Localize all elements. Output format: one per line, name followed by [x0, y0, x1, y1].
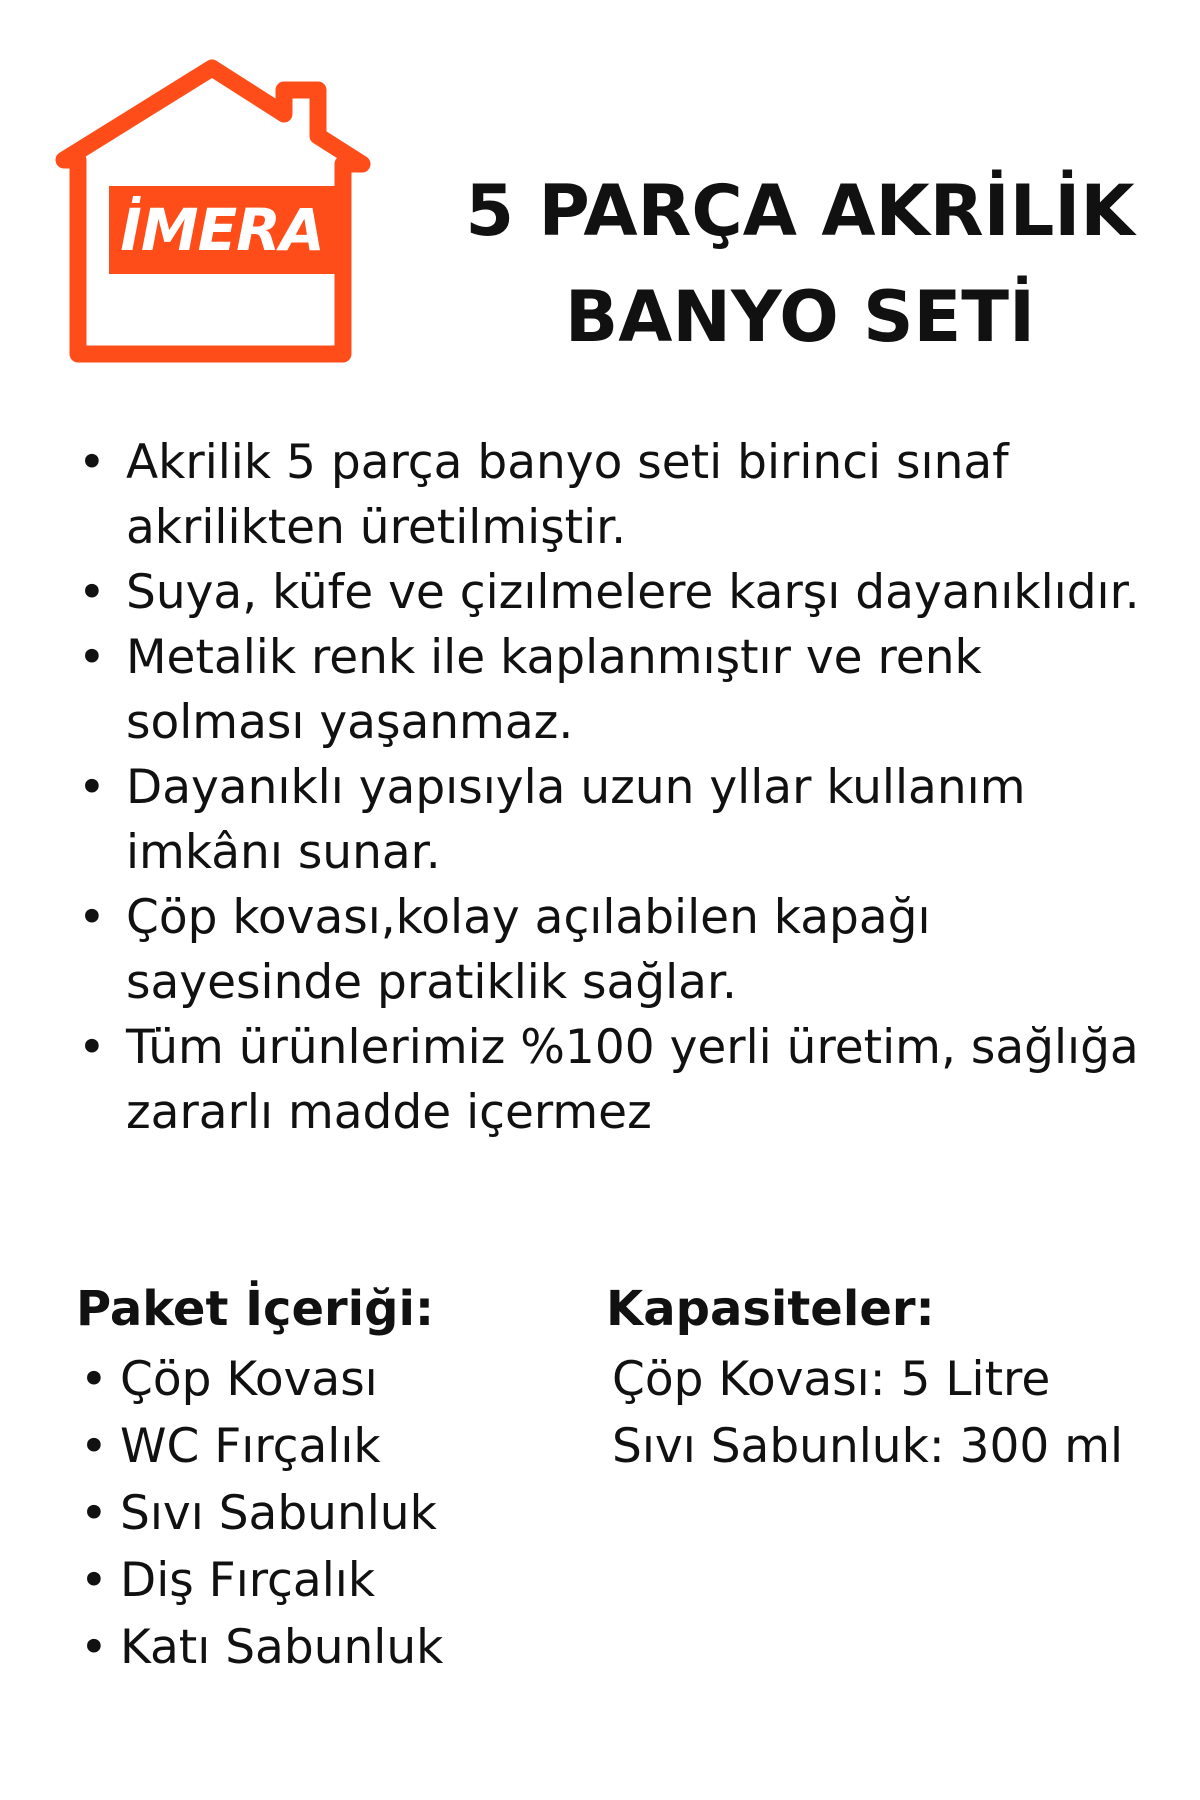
feature-item: [64, 885, 1164, 1015]
bullet-icon: •: [78, 760, 106, 815]
bullet-icon: •: [78, 890, 106, 945]
bullet-icon: •: [80, 1553, 108, 1608]
feature-item: [64, 625, 1164, 755]
feature-text: Dayanıklı yapısıyla uzun yllar kullanım imkânı sunar.: [126, 760, 1026, 880]
title-line-1: 5 PARÇA AKRİLİK: [465, 170, 1135, 252]
feature-text: Suya, küfe ve çizılmelere karşı dayanıklıdır.: [126, 565, 1140, 620]
capacity-line: Çöp Kovası: 5 Litre: [612, 1352, 1051, 1407]
feature-item: [64, 430, 1164, 560]
bullet-icon: •: [78, 565, 106, 620]
capacities-heading: Kapasiteler:: [606, 1281, 935, 1337]
package-heading: Paket İçeriği:: [76, 1281, 435, 1337]
feature-item: [64, 560, 1164, 625]
page-title: [420, 158, 1180, 370]
feature-text: Metalik renk ile kaplanmıştır ve renk solması yaşanmaz.: [126, 630, 982, 750]
bullet-icon: •: [78, 1020, 106, 1075]
feature-item: [64, 1015, 1164, 1145]
feature-item: [64, 755, 1164, 885]
bullet-icon: •: [80, 1486, 108, 1541]
package-item: [76, 1346, 576, 1413]
package-item-label: Katı Sabunluk: [120, 1620, 444, 1675]
package-contents: [76, 1276, 576, 1681]
bullet-icon: •: [80, 1352, 108, 1407]
logo-wordmark: İMERA: [120, 196, 324, 264]
capacity-line: Sıvı Sabunluk: 300 ml: [612, 1419, 1124, 1474]
imera-logo: [52, 52, 392, 372]
package-item: [76, 1413, 576, 1480]
package-item: [76, 1614, 576, 1681]
bullet-icon: •: [78, 630, 106, 685]
package-list: [76, 1346, 576, 1681]
package-item: [76, 1547, 576, 1614]
bullet-icon: •: [80, 1620, 108, 1675]
package-item-label: Diş Fırçalık: [120, 1553, 376, 1608]
package-item-label: Sıvı Sabunluk: [120, 1486, 437, 1541]
header: [0, 0, 1200, 390]
bullet-icon: •: [78, 435, 106, 490]
bullet-icon: •: [80, 1419, 108, 1474]
package-item-label: Çöp Kovası: [120, 1352, 378, 1407]
feature-text: Çöp kovası,kolay açılabilen kapağı sayesinde pratiklik sağlar.: [126, 890, 931, 1010]
package-item-label: WC Fırçalık: [120, 1419, 381, 1474]
feature-text: Tüm ürünlerimiz %100 yerli üretim, sağlığa zararlı madde içermez: [126, 1020, 1139, 1140]
feature-text: Akrilik 5 parça banyo seti birinci sınaf akrilikten üretilmiştir.: [126, 435, 1009, 555]
feature-list: [64, 430, 1164, 1145]
capacities: [606, 1276, 1186, 1480]
title-line-2: BANYO SETİ: [564, 276, 1036, 358]
package-item: [76, 1480, 576, 1547]
